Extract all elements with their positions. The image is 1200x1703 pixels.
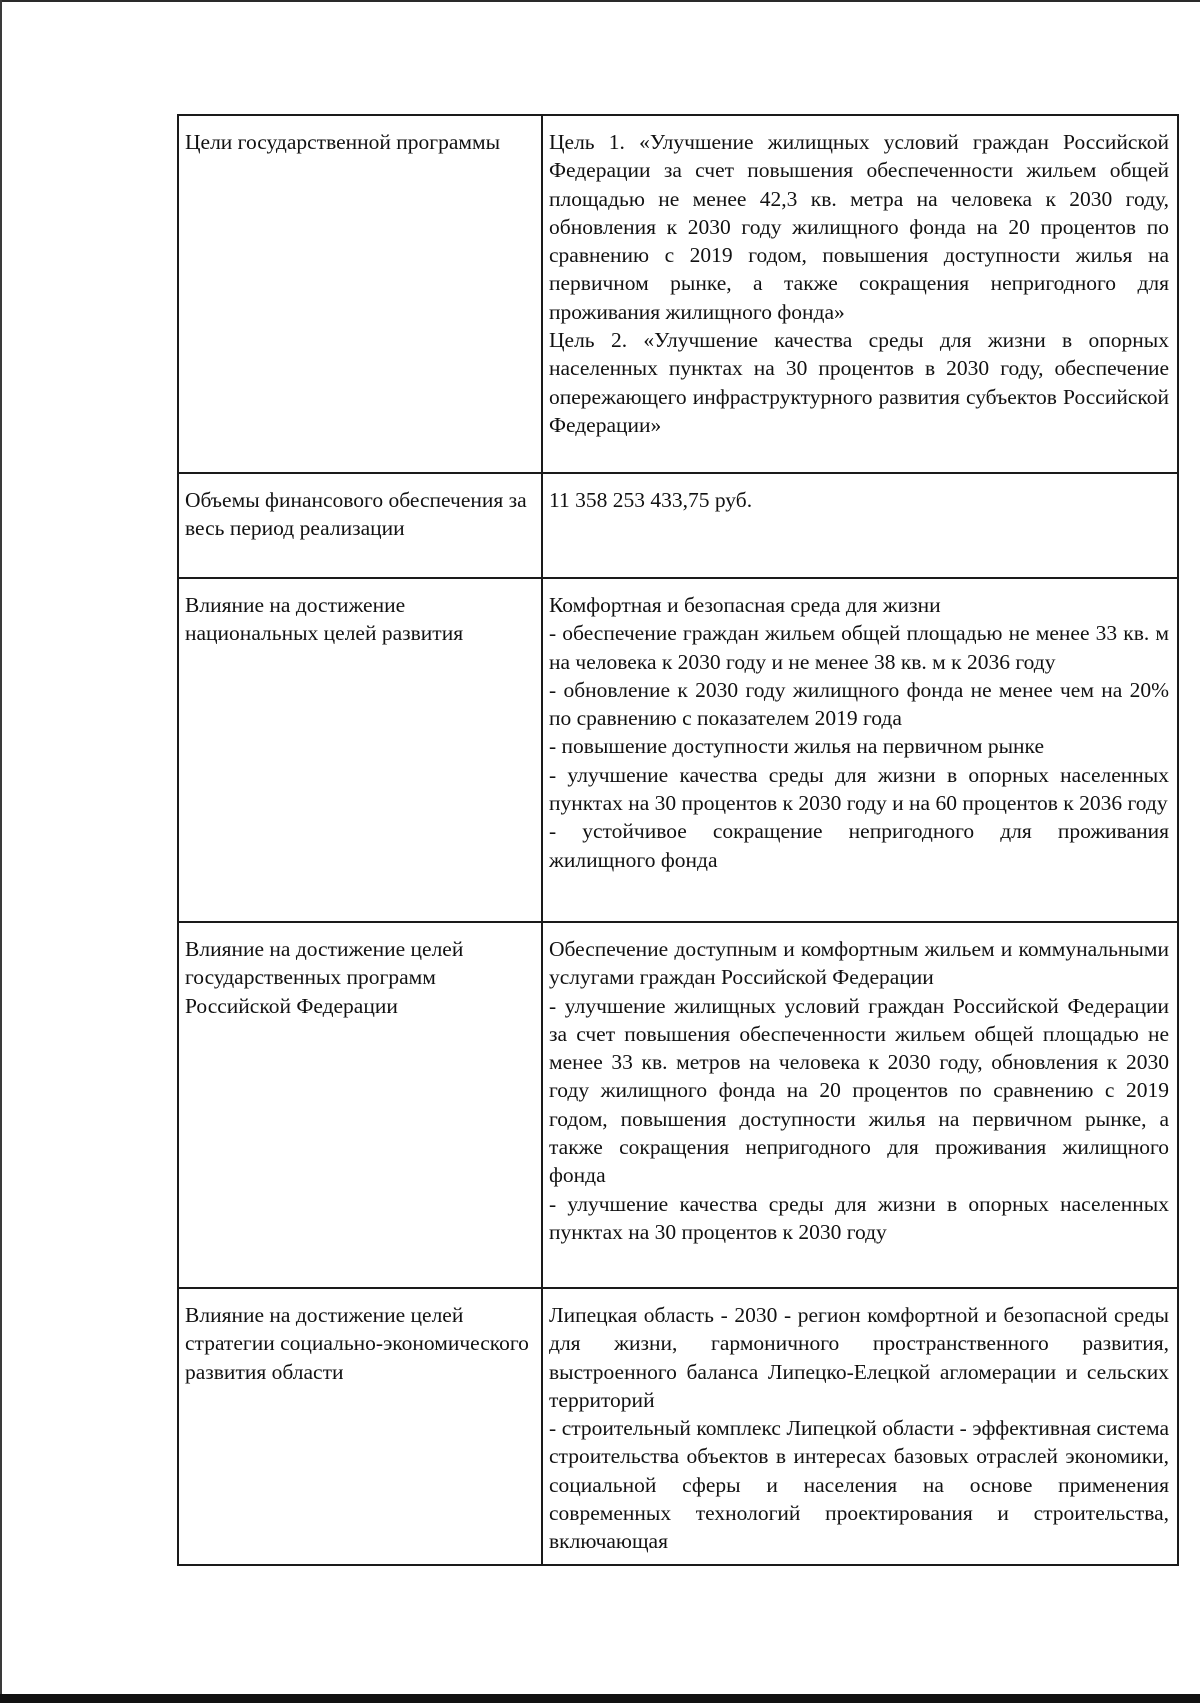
table-row	[178, 922, 1178, 1288]
value-paragraph: - обновление к 2030 году жилищного фонда не менее чем на 20% по сравнению с показателем 2019 года	[549, 677, 1169, 731]
row-value	[542, 578, 1178, 922]
value-paragraph: - устойчивое сокращение непригодного для проживания жилищного фонда	[549, 819, 1169, 872]
table-row	[178, 115, 1178, 473]
value-paragraph: - обеспечение граждан жильем общей площадью не менее 33 кв. м на человека к 2030 году и не менее 38 кв. м к 2036 году	[549, 621, 1169, 674]
funding-amount: 11 358 253 433,75 руб.	[549, 488, 753, 512]
row-value	[542, 115, 1178, 473]
value-paragraph: - улучшение качества среды для жизни в опорных населенных пунктах на 30 процентов к 2030 году и на 60 процентов к 2036 году	[549, 762, 1169, 816]
table-row	[178, 578, 1178, 922]
value-paragraph: - повышение доступности жилья на первичном рынке	[549, 734, 1044, 759]
scan-bottom-edge	[0, 1694, 1200, 1703]
table-row	[178, 1288, 1178, 1565]
row-label: Влияние на достижение национальных целей развития	[178, 578, 542, 922]
goal-paragraph: Цель 2. «Улучшение качества среды для жизни в опорных населенных пунктах на 30 процентов в 2030 году, обеспечение опережающего инфраструктурного развития субъектов Российской Федерации»	[549, 328, 1169, 437]
row-label: Объемы финансового обеспечения за весь период реализации	[178, 473, 542, 578]
value-paragraph: - улучшение жилищных условий граждан Российской Федерации за счет повышения обеспеченности жильем общей площадью не менее 33 кв. метров на человека к 2030 году, обновления к 2030 году жилищного фонда на 20 процентов по сравнению с 2019 годом, повышения доступности жилья на первичном рынке, а также сокращения непригодного для проживания жилищного фонда	[549, 993, 1169, 1188]
scan-top-edge	[0, 0, 1200, 2]
value-paragraph: - строительный комплекс Липецкой области - эффективная система строительства объектов в интересах базовых отраслей экономики, социальной сферы и населения на основе применения современных технологий проектирования и строительства, включающая	[549, 1416, 1169, 1554]
row-label: Влияние на достижение целей стратегии социально-экономического развития области	[178, 1288, 542, 1565]
goal-paragraph: Цель 1. «Улучшение жилищных условий граждан Российской Федерации за счет повышения обеспеченности жильем общей площадью не менее 42,3 кв. метра на человека к 2030 году, обновления к 2030 году жилищного фонда на 20 процентов по сравнению с 2019 годом, повышения доступности жилья на первичном рынке, а также сокращения непригодного для проживания жилищного фонда»	[549, 130, 1169, 324]
value-paragraph: Комфортная и безопасная среда для жизни	[549, 593, 941, 617]
value-paragraph: Липецкая область - 2030 - регион комфортной и безопасной среды для жизни, гармоничного пространственного развития, выстроенного баланса Липецко-Елецкой агломерации и сельских территорий	[549, 1303, 1169, 1412]
value-paragraph: - улучшение качества среды для жизни в опорных населенных пунктах на 30 процентов к 2030 году	[549, 1191, 1169, 1244]
row-value	[542, 473, 1178, 578]
row-label: Цели государственной программы	[178, 115, 542, 473]
program-passport-table	[177, 114, 1179, 1566]
scan-left-edge	[0, 0, 2, 1703]
row-value	[542, 1288, 1178, 1565]
table-row	[178, 473, 1178, 578]
row-value	[542, 922, 1178, 1288]
value-paragraph: Обеспечение доступным и комфортным жильем и коммунальными услугами граждан Российской Федерации	[549, 937, 1169, 990]
row-label: Влияние на достижение целей государственных программ Российской Федерации	[178, 922, 542, 1288]
